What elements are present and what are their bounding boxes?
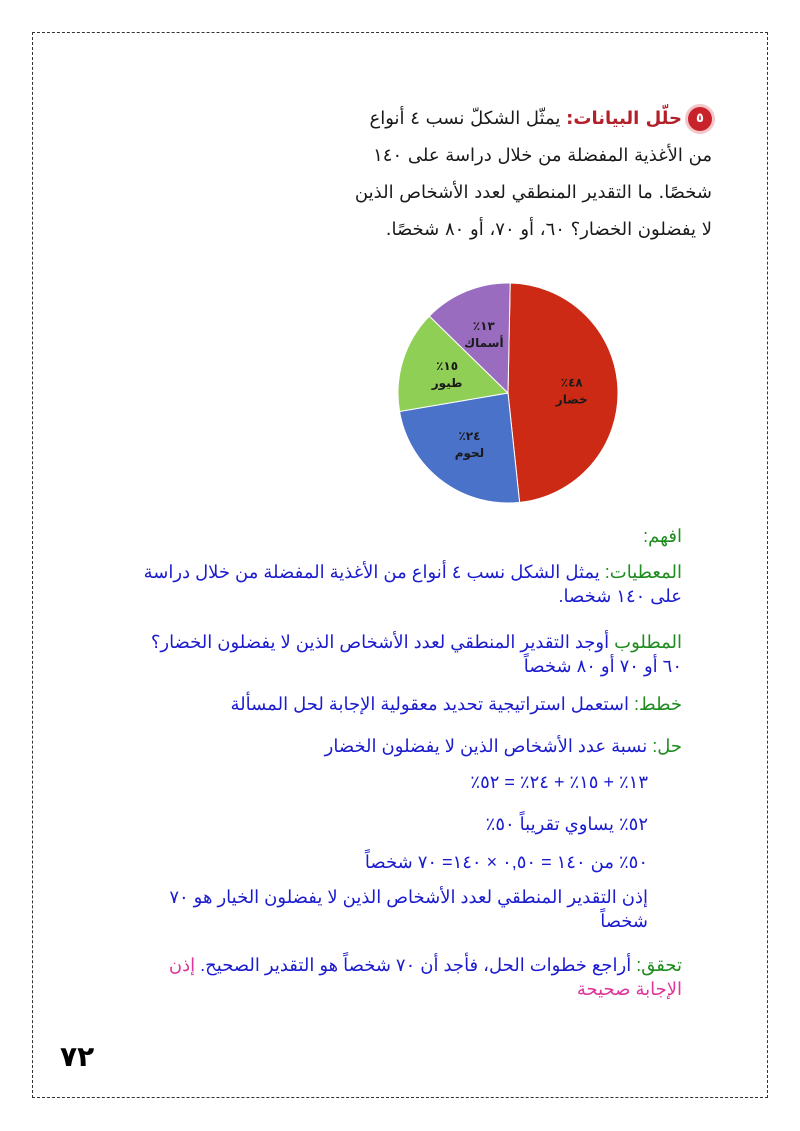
required-text: أوجد التقدير المنطقي لعدد الأشخاص الذين لا يفضلون الخضار؟ (150, 632, 615, 652)
problem-statement (292, 100, 712, 248)
equation-3: ٥٠٪ من ١٤٠ = ٠,٥٠ × ١٤٠= ٧٠ شخصاً (364, 852, 648, 872)
given-label: المعطيات: (604, 562, 682, 582)
solve-label: حل: (652, 736, 682, 756)
check-text: أراجع خطوات الحل، فأجد أن ٧٠ شخصاً هو التقدير الصحيح. (200, 955, 637, 975)
problem-line-4: لا يفضلون الخضار؟ ٦٠، أو ٧٠، أو ٨٠ شخصًا. (385, 219, 712, 240)
conclusion-text: إذن التقدير المنطقي لعدد الأشخاص الذين لا يفضلون الخيار هو ٧٠ (169, 887, 648, 907)
plan-block (231, 692, 683, 716)
pie-slice-percent-3: ١٣٪ (472, 318, 495, 333)
required-text-2: ٦٠ أو ٧٠ أو ٨٠ شخصاً (523, 656, 682, 676)
problem-line-2: من الأغذية المفضلة من خلال دراسة على ١٤٠ (373, 145, 712, 166)
pie-slice-percent-1: ٢٤٪ (458, 428, 481, 443)
check-pink-text: إذن (168, 955, 201, 975)
pie-slice-percent-0: ٤٨٪ (560, 375, 583, 390)
conclusion-text-2: شخصاً (600, 911, 648, 931)
check-label: تحقق: (636, 955, 682, 975)
pie-slice-percent-2: ١٥٪ (436, 358, 459, 373)
check-block (122, 953, 682, 1001)
problem-number-badge: ٥ (688, 107, 712, 131)
understand-heading: افهم: (643, 526, 682, 546)
problem-text-1: يمثّل الشكلّ نسب ٤ أنواع (369, 108, 561, 129)
plan-label: خطط: (634, 694, 682, 714)
page-number: ٧٢ (60, 1040, 95, 1073)
problem-line-3: شخصًا. ما التقدير المنطقي لعدد الأشخاص الذين (354, 182, 712, 203)
pie-slice-label-0: خضار (555, 392, 588, 407)
required-block (102, 630, 682, 678)
check-pink-text-2: الإجابة صحيحة (576, 979, 682, 999)
problem-line-1 (292, 100, 712, 137)
required-label: المطلوب (614, 632, 682, 652)
given-text: يمثل الشكل نسب ٤ أنواع من الأغذية المفضلة من خلال دراسة (143, 562, 605, 582)
solve-block (325, 734, 682, 758)
plan-text: استعمل استراتيجية تحديد معقولية الإجابة لحل المسألة (230, 694, 635, 714)
pie-slice-label-3: أسماك (464, 335, 504, 350)
equation-2: ٥٢٪ يساوي تقريباً ٥٠٪ (485, 814, 648, 834)
problem-heading: حلّل البيانات: (566, 108, 682, 129)
given-text-2: على ١٤٠ شخصا. (558, 586, 682, 606)
given-block (112, 560, 682, 608)
pie-slice-label-2: طيور (431, 375, 463, 390)
pie-chart (388, 278, 648, 518)
pie-slice-label-1: لحوم (454, 445, 485, 460)
conclusion-block (118, 885, 648, 933)
equation-1: ١٣٪ + ١٥٪ + ٢٤٪ = ٥٢٪ (470, 772, 648, 792)
solve-text: نسبة عدد الأشخاص الذين لا يفضلون الخضار (324, 736, 653, 756)
